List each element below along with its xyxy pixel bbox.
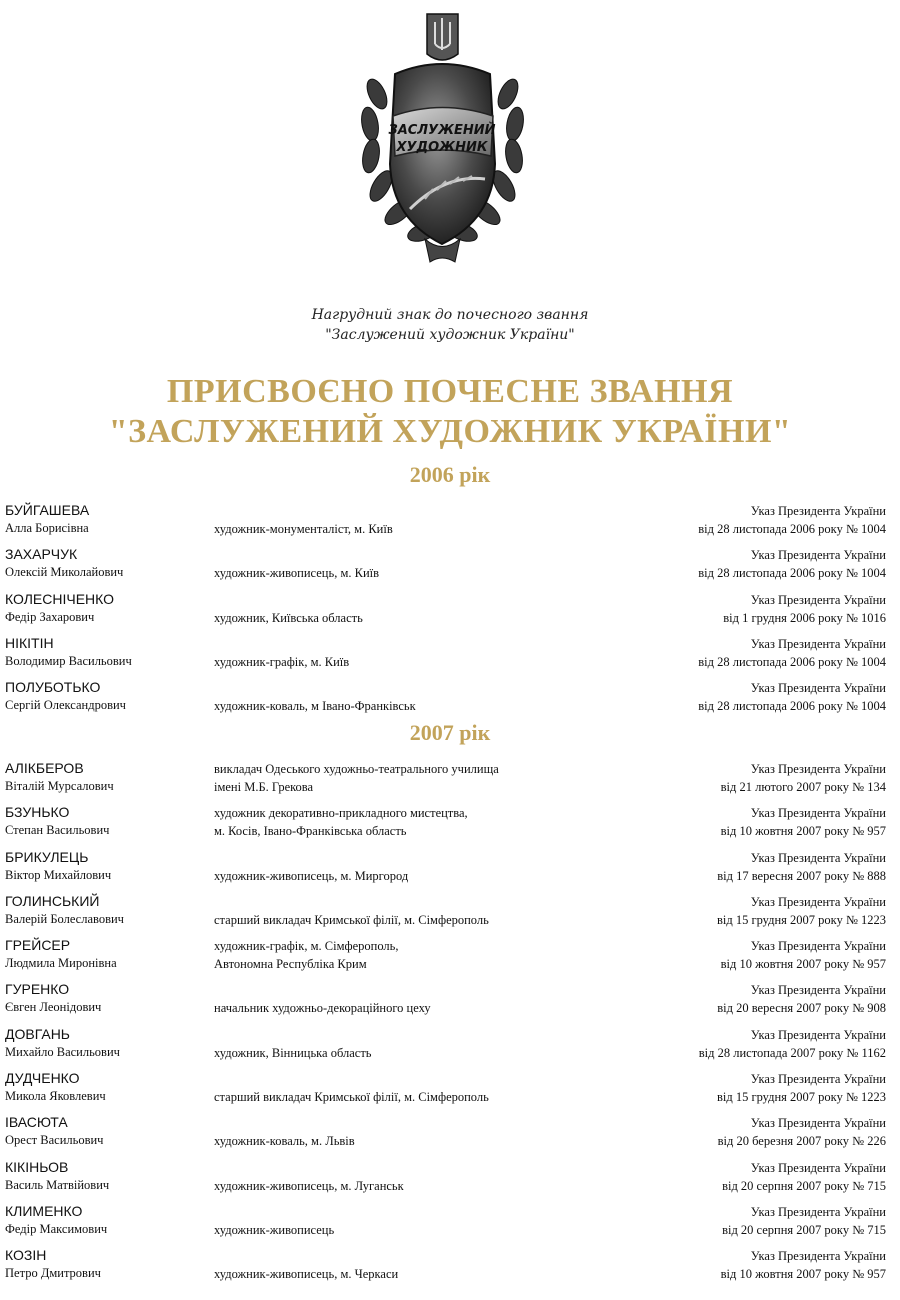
title-line-2: "ЗАСЛУЖЕНИЙ ХУДОЖНИК УКРАЇНИ"	[108, 413, 792, 450]
given-name: Михайло Васильович	[5, 1044, 120, 1059]
decree-date: від 20 березня 2007 року № 226	[717, 1134, 886, 1149]
decree-date: від 10 жовтня 2007 року № 957	[720, 1267, 886, 1282]
decree-date: від 21 лютого 2007 року № 134	[720, 780, 886, 794]
decree-date: від 28 листопада 2007 року № 1162	[698, 1045, 886, 1060]
badge-text-line1: ЗАСЛУЖЕНИЙ	[388, 123, 496, 138]
decree-title: Указ Президента України	[750, 681, 886, 696]
decree	[721, 1247, 886, 1283]
decree	[699, 1026, 886, 1062]
list-item	[0, 1247, 900, 1291]
description: старший викладач Кримської філії, м. Сімферополь	[214, 912, 489, 927]
description-line-1: художник-графік, м. Сімферополь,	[214, 939, 399, 954]
decree	[698, 502, 886, 538]
decree-title: Указ Президента України	[750, 983, 886, 998]
decree-title: Указ Президента України	[750, 1160, 886, 1175]
surname: ІВАСЮТА	[5, 1114, 68, 1131]
description: художник-коваль, м. Львів	[214, 1134, 355, 1149]
decree-title: Указ Президента України	[750, 850, 886, 865]
decree-date: від 28 листопада 2006 року № 1004	[698, 654, 886, 669]
decree-title: Указ Президента України	[750, 762, 886, 776]
badge-text-line2: ХУДОЖНИК	[396, 140, 488, 155]
decree	[722, 1203, 886, 1239]
caption-line-1: Нагрудний знак до почесного звання	[311, 307, 589, 323]
year-heading-2007: 2007 рік	[409, 720, 491, 745]
badge-caption	[0, 305, 900, 345]
list-item	[0, 1203, 900, 1247]
description: художник-монументаліст, м. Київ	[214, 522, 393, 536]
decree	[717, 1070, 886, 1106]
decree	[718, 1114, 886, 1150]
description-line-2: Автономна Республіка Крим	[214, 957, 367, 972]
decree-date: від 10 жовтня 2007 року № 957	[720, 957, 886, 972]
decree	[721, 937, 886, 973]
decree-title: Указ Президента України	[750, 939, 886, 954]
list-item	[0, 804, 900, 848]
honor-badge-image	[355, 4, 530, 266]
list-item	[0, 546, 900, 590]
list-item	[0, 1026, 900, 1070]
description: художник-графік, м. Київ	[214, 654, 350, 669]
list-item	[0, 1070, 900, 1114]
given-name: Віктор Михайлович	[5, 867, 112, 882]
decree	[717, 981, 886, 1017]
given-name: Степан Васильович	[5, 823, 110, 838]
list-item	[0, 893, 900, 937]
surname: ПОЛУБОТЬКО	[5, 679, 101, 696]
decree-date: від 15 грудня 2007 року № 1223	[716, 912, 886, 927]
list-item	[0, 760, 900, 804]
surname: ГРЕЙСЕР	[5, 937, 71, 954]
description-line-1: викладач Одеського художньо-театрального училища	[214, 762, 499, 776]
decree-date: від 28 листопада 2006 року № 1004	[698, 699, 886, 714]
decree-date: від 17 вересня 2007 року № 888	[717, 868, 886, 883]
description: художник-коваль, м Івано-Франківськ	[214, 699, 416, 714]
given-name: Федір Максимович	[5, 1221, 108, 1236]
given-name: Валерій Болеславович	[5, 911, 124, 926]
caption-line-2: "Заслужений художник України"	[325, 327, 575, 343]
surname: КЛИМЕНКО	[5, 1202, 83, 1219]
given-name: Сергій Олександрович	[5, 698, 126, 713]
decree-date: від 28 листопада 2006 року № 1004	[698, 522, 886, 536]
list-item	[0, 937, 900, 981]
decree-date: від 28 листопада 2006 року № 1004	[698, 566, 886, 581]
surname: БРИКУЛЕЦЬ	[5, 848, 89, 865]
description: художник-живописець	[214, 1222, 335, 1237]
surname: ГОЛИНСЬКИЙ	[5, 892, 100, 909]
decree-date: від 20 серпня 2007 року № 715	[722, 1222, 886, 1237]
given-name: Віталій Мурсалович	[5, 779, 114, 793]
decree	[723, 591, 886, 627]
decree	[698, 546, 886, 582]
description-line-2: м. Косів, Івано-Франківська область	[214, 824, 407, 839]
surname: БУЙГАШЕВА	[5, 502, 90, 518]
decree	[698, 679, 886, 715]
decree	[698, 635, 886, 671]
surname: ЗАХАРЧУК	[5, 546, 78, 563]
decree-title: Указ Президента України	[750, 1116, 886, 1131]
surname: ДОВГАНЬ	[5, 1025, 70, 1042]
given-name: Олексій Миколайович	[5, 565, 124, 580]
description-line-1: художник декоративно-прикладного мистецтва,	[214, 806, 468, 821]
given-name: Євген Леонідович	[5, 1000, 102, 1015]
decree-date: від 20 серпня 2007 року № 715	[722, 1178, 886, 1193]
section-2006	[0, 502, 900, 723]
decree-title: Указ Президента України	[750, 894, 886, 909]
list-item	[0, 981, 900, 1025]
given-name: Орест Васильович	[5, 1133, 104, 1148]
decree	[721, 760, 886, 796]
decree	[721, 804, 886, 840]
decree-date: від 10 жовтня 2007 року № 957	[720, 824, 886, 839]
year-heading-2006: 2006 рік	[409, 462, 491, 487]
decree-date: від 1 грудня 2006 року № 1016	[723, 610, 886, 625]
decree-title: Указ Президента України	[750, 1204, 886, 1219]
list-item	[0, 502, 900, 546]
decree-title: Указ Президента України	[750, 592, 886, 607]
list-item	[0, 849, 900, 893]
description: художник-живописець, м. Київ	[214, 566, 380, 581]
list-item	[0, 635, 900, 679]
list-item	[0, 1159, 900, 1203]
description-line-2: імені М.Б. Грекова	[214, 780, 314, 794]
given-name: Володимир Васильович	[5, 653, 132, 668]
description: художник-живописець, м. Миргород	[214, 868, 409, 883]
decree-title: Указ Президента України	[750, 1027, 886, 1042]
decree-date: від 20 вересня 2007 року № 908	[717, 1001, 886, 1016]
given-name: Петро Дмитрович	[5, 1266, 101, 1281]
given-name: Федір Захарович	[5, 609, 95, 624]
description: начальник художньо-декораційного цеху	[214, 1001, 431, 1016]
surname: ДУДЧЕНКО	[5, 1070, 80, 1087]
given-name: Микола Яковлевич	[5, 1089, 106, 1104]
description	[214, 937, 398, 973]
list-item	[0, 591, 900, 635]
decree-title: Указ Президента України	[750, 504, 886, 518]
description: художник-живописець, м. Черкаси	[214, 1267, 399, 1282]
surname: БЗУНЬКО	[5, 804, 70, 821]
decree	[722, 1159, 886, 1195]
description: художник, Вінницька область	[214, 1045, 372, 1060]
description	[214, 804, 468, 840]
decree-date: від 15 грудня 2007 року № 1223	[716, 1090, 886, 1105]
surname: НІКІТІН	[5, 634, 54, 651]
title-line-1: ПРИСВОЄНО ПОЧЕСНЕ ЗВАННЯ	[166, 373, 734, 410]
surname: КІКІНЬОВ	[5, 1158, 69, 1175]
decree-title: Указ Президента України	[750, 1249, 886, 1264]
surname: КОЗІН	[5, 1247, 47, 1264]
decree-title: Указ Президента України	[750, 806, 886, 821]
description	[214, 760, 499, 796]
decree-title: Указ Президента України	[750, 1072, 886, 1087]
given-name: Алла Борисівна	[5, 521, 89, 535]
surname: ГУРЕНКО	[5, 981, 70, 998]
decree-title: Указ Президента України	[750, 636, 886, 651]
surname: КОЛЕСНІЧЕНКО	[5, 590, 115, 607]
section-2007	[0, 760, 900, 1292]
description: старший викладач Кримської філії, м. Сімферополь	[214, 1090, 489, 1105]
list-item	[0, 1114, 900, 1158]
page-title	[0, 372, 900, 452]
given-name: Людмила Миронівна	[5, 956, 117, 971]
surname: АЛІКБЕРОВ	[5, 760, 84, 776]
description: художник, Київська область	[214, 610, 363, 625]
decree-title: Указ Президента України	[750, 548, 886, 563]
decree	[717, 849, 886, 885]
given-name: Василь Матвійович	[5, 1177, 110, 1192]
description: художник-живописець, м. Луганськ	[214, 1178, 404, 1193]
list-item	[0, 679, 900, 723]
decree	[717, 893, 886, 929]
